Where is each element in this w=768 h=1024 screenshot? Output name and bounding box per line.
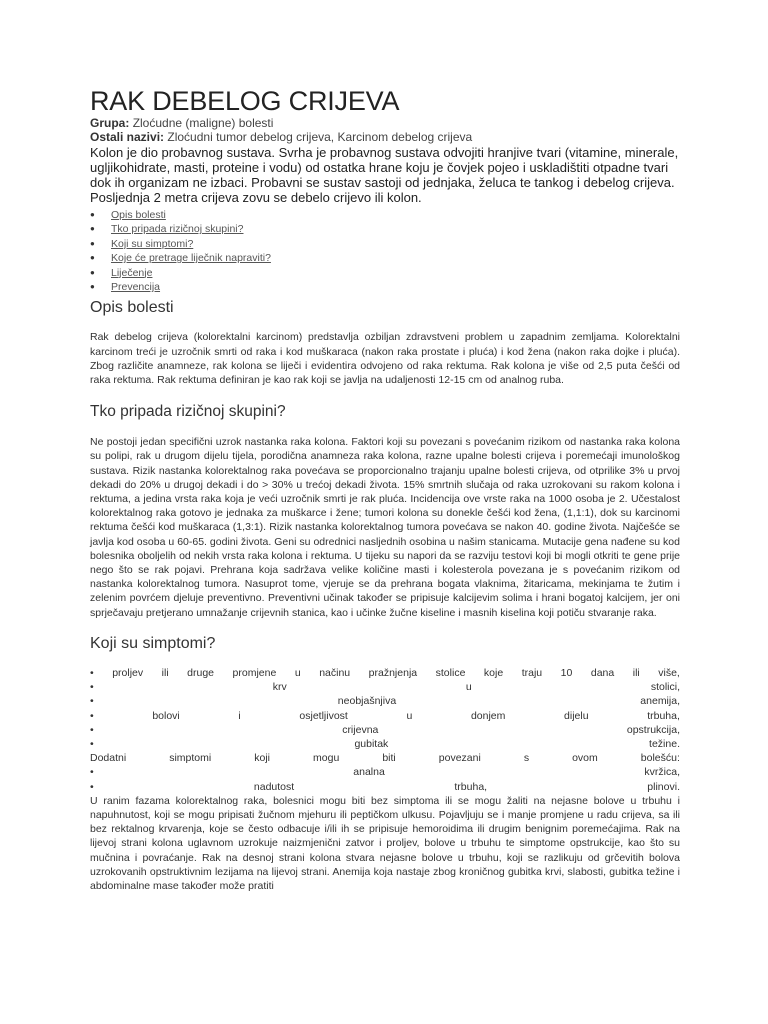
symptom-row xyxy=(90,723,680,737)
toc-link-opis-bolesti[interactable]: Opis bolesti xyxy=(111,209,166,221)
word: težine. xyxy=(649,737,680,750)
word: biti xyxy=(382,752,396,765)
word: bolešću: xyxy=(640,752,680,765)
word: anemija, xyxy=(640,695,680,708)
word: trbuha, xyxy=(454,780,488,793)
word: nadutost xyxy=(253,780,295,793)
word: Dodatni xyxy=(90,752,127,765)
word: krv xyxy=(272,681,287,694)
table-of-contents xyxy=(90,208,680,294)
word: plinovi. xyxy=(647,780,680,793)
toc-item xyxy=(90,208,680,222)
section-heading-simptomi: Koji su simptomi? xyxy=(90,634,216,652)
other-names-label: Ostali nazivi: xyxy=(90,130,165,144)
word: neobjašnjiva xyxy=(337,695,397,708)
bullet: • xyxy=(90,780,94,793)
toc-link-rizicna-skupina[interactable]: Tko pripada rizičnoj skupini? xyxy=(111,223,244,236)
word: više, xyxy=(658,666,680,679)
symptom-row xyxy=(90,666,680,680)
group-label: Grupa: xyxy=(90,116,130,130)
word: donjem xyxy=(470,709,506,722)
word: traju xyxy=(521,666,543,679)
bullet: • xyxy=(90,709,94,722)
word: mogu xyxy=(313,752,340,765)
group-line xyxy=(90,116,680,130)
toc-link-simptomi[interactable]: Koji su simptomi? xyxy=(111,237,194,250)
word: trbuha, xyxy=(647,709,680,722)
word: stolice xyxy=(435,666,466,679)
word: stolici, xyxy=(650,681,680,694)
section-text-simptomi: U ranim fazama kolorektalnog raka, bolesnici mogu biti bez simptoma ili se mogu žaliti na nejasne bolove u trbuhu i napuhnutost, koji se mogu pripisati žučnom mjehuru ili peptičkom ulkusu. Pojavljuju se i manje promjene u radu crijeva, sa ili bez rektalnog krvarenja, koje se često odbacuje i/ili ih se pripisuje hemoroidima ili drugim benignim poremećajima. Rak na lijevoj strani kolona uglavnom uzrokuje naizmjenični zatvor i proljev, bolove u trbuhu te simptome opstrukcije, kao što su mučnina i povraćanje. Rak na desnoj strani kolona stvara nejasne bolove u trbuhu, koji se razlikuju od grčevitih bolova uzrokovanih opstruktivnim lezijama na lijevoj strani. Anemija koja nastaje zbog kroničnog gubitka krvi, slabosti, gubitka težine i abdominalne mase također može pratiti xyxy=(90,794,680,892)
bullet: • xyxy=(90,681,94,694)
symptom-row xyxy=(90,737,680,751)
bullet: • xyxy=(90,723,94,736)
bullet: • xyxy=(90,695,94,708)
word: bolovi xyxy=(152,709,180,722)
symptom-row xyxy=(90,765,680,779)
toc-link-lijecenje[interactable]: Liječenje xyxy=(111,266,153,279)
toc-item xyxy=(90,237,680,251)
word: načinu xyxy=(319,666,351,679)
toc-item xyxy=(90,222,680,236)
symptom-row xyxy=(90,751,680,765)
word: ili xyxy=(632,666,640,679)
word: koje xyxy=(483,666,504,679)
word: i xyxy=(238,709,241,722)
word: analna xyxy=(353,766,385,779)
word: dana xyxy=(590,666,615,679)
intro-paragraph: Kolon je dio probavnog sustava. Svrha je probavnog sustava odvojiti hranjive tvari (vitamine, minerale, ugljikohidrate, masti, proteine i vodu) od ostatka hrane koju je čovjek pojeo i uskladištiti otpadne tvari dok ih organizam ne izbaci. Probavni se sustav sastoji od jednjaka, želuca te tankog i debelog crijeva. Posljednja 2 metra crijeva zovu se debelo crijevo ili kolon. xyxy=(90,145,679,205)
word: crijevna xyxy=(342,723,379,736)
word: povezani xyxy=(438,752,481,765)
word: koji xyxy=(254,752,271,765)
bullet: • xyxy=(90,737,94,750)
word: kvržica, xyxy=(644,766,680,779)
toc-item xyxy=(90,280,680,294)
word: druge xyxy=(187,666,215,679)
section-heading-opis: Opis bolesti xyxy=(90,299,174,317)
section-text-rizik: Ne postoji jedan specifični uzrok nastanka raka kolona. Faktori koji su povezani s povećanim rizikom od nastanka raka kolona su polipi, rak u drugom dijelu tijela, porodična anamneza raka kolona, razne upalne bolesti crijeva i poremećaji imunološkog sustava. Rizik nastanka kolorektalnog raka povećava se proporcionalno trajanju upalne bolesti crijeva, od otprilike 3% u prvoj dekadi do 20% u drugoj dekadi i do > 30% u trećoj dekadi života. 15% smrtnih slučaja od raka uzrokovani su rakom kolona i rektuma, a jedina vrsta raka koja je veći uzročnik smrti je rak pluća. Incidencija ove vrste raka na 1000 osoba je 2. Učestalost kolorektalnog raka gotovo je jednaka za muškarce i žene; tumori kolona su donekle češći kod žena, (1,1:1), dok su karcinomi rektuma češći kod muškaraca (1,3:1). Rizik nastanka kolorektalnog tumora povećava se nakon 40. godine života. Najčešće se javlja kod osoba u 60-65. godini života. Geni su odrednici nasljednih osobina u našim stanicama. Mutacije gena nađene su kod bolesnika oboljelih od nekih vrsta raka kolona i rektuma. U tijeku su napori da se razviju testovi koji bi mogli otkriti te gene prije nego što se rak pojavi. Prehrana koja sadržava velike količine masti i kolesterola povezana je s povećanim rizikom od nastanka kolorektalnog tumora. Nasuprot tome, vjeruje se da prehrana bogata vlaknima, žitaricama, mekinjama te žutim i zelenim povrćem djeluje preventivno. Preventivni učinak također se pripisuje kalcijevim solima i hrani bogatoj kalcijem, jer oni sprječavaju pretjerano umnažanje crijevnih stanica, kao i učinke žučne kiseline i masnih kiselina koji potiču stvaranje raka. xyxy=(90,436,680,619)
word: dijelu xyxy=(564,709,589,722)
other-names-value: Zloćudni tumor debelog crijeva, Karcinom debelog crijeva xyxy=(167,130,473,144)
page-title: RAK DEBELOG CRIJEVA xyxy=(90,86,400,116)
word: gubitak xyxy=(354,737,389,750)
group-value: Zloćudne (maligne) bolesti xyxy=(132,116,274,130)
word: promjene xyxy=(232,666,277,679)
word: u xyxy=(465,681,472,694)
bullet: • xyxy=(90,766,94,779)
word: 10 xyxy=(560,666,573,679)
word: ili xyxy=(161,666,169,679)
symptom-row xyxy=(90,780,680,794)
section-text-opis: Rak debelog crijeva (kolorektalni karcinom) predstavlja ozbiljan zdravstveni problem u zapadnim zemljama. Kolorektalni karcinom treći je uzročnik smrti od raka i kod muškaraca (nakon raka prostate i pluća) i kod žena (nakon raka dojke i pluća). Zbog različite anamneze, rak kolona se liječi i evidentira odvojeno od raka rektuma. Rak kolona je više od 2,5 puta češći od raka rektuma. Rak rektuma definiran je kao rak koji se javlja na udaljenosti 12-15 cm od analnog ruba. xyxy=(90,331,680,387)
word: s xyxy=(523,752,530,765)
other-names-line xyxy=(90,130,680,144)
toc-link-pretrage[interactable]: Koje će pretrage liječnik napraviti? xyxy=(111,252,271,265)
word: opstrukcija, xyxy=(626,723,680,736)
toc-link-prevencija[interactable]: Prevencija xyxy=(111,281,161,294)
word: u xyxy=(294,666,301,679)
word: proljev xyxy=(112,666,144,679)
bullet: • xyxy=(90,666,94,679)
word: pražnjenja xyxy=(368,666,418,679)
word: osjetljivost xyxy=(299,709,348,722)
word: simptomi xyxy=(169,752,212,765)
symptom-row xyxy=(90,694,680,708)
symptom-row xyxy=(90,709,680,723)
section-heading-rizik: Tko pripada rizičnoj skupini? xyxy=(90,403,286,421)
toc-item xyxy=(90,266,680,280)
symptom-row xyxy=(90,680,680,694)
word: ovom xyxy=(572,752,598,765)
symptom-list xyxy=(90,666,680,794)
word: u xyxy=(406,709,413,722)
toc-item xyxy=(90,251,680,265)
